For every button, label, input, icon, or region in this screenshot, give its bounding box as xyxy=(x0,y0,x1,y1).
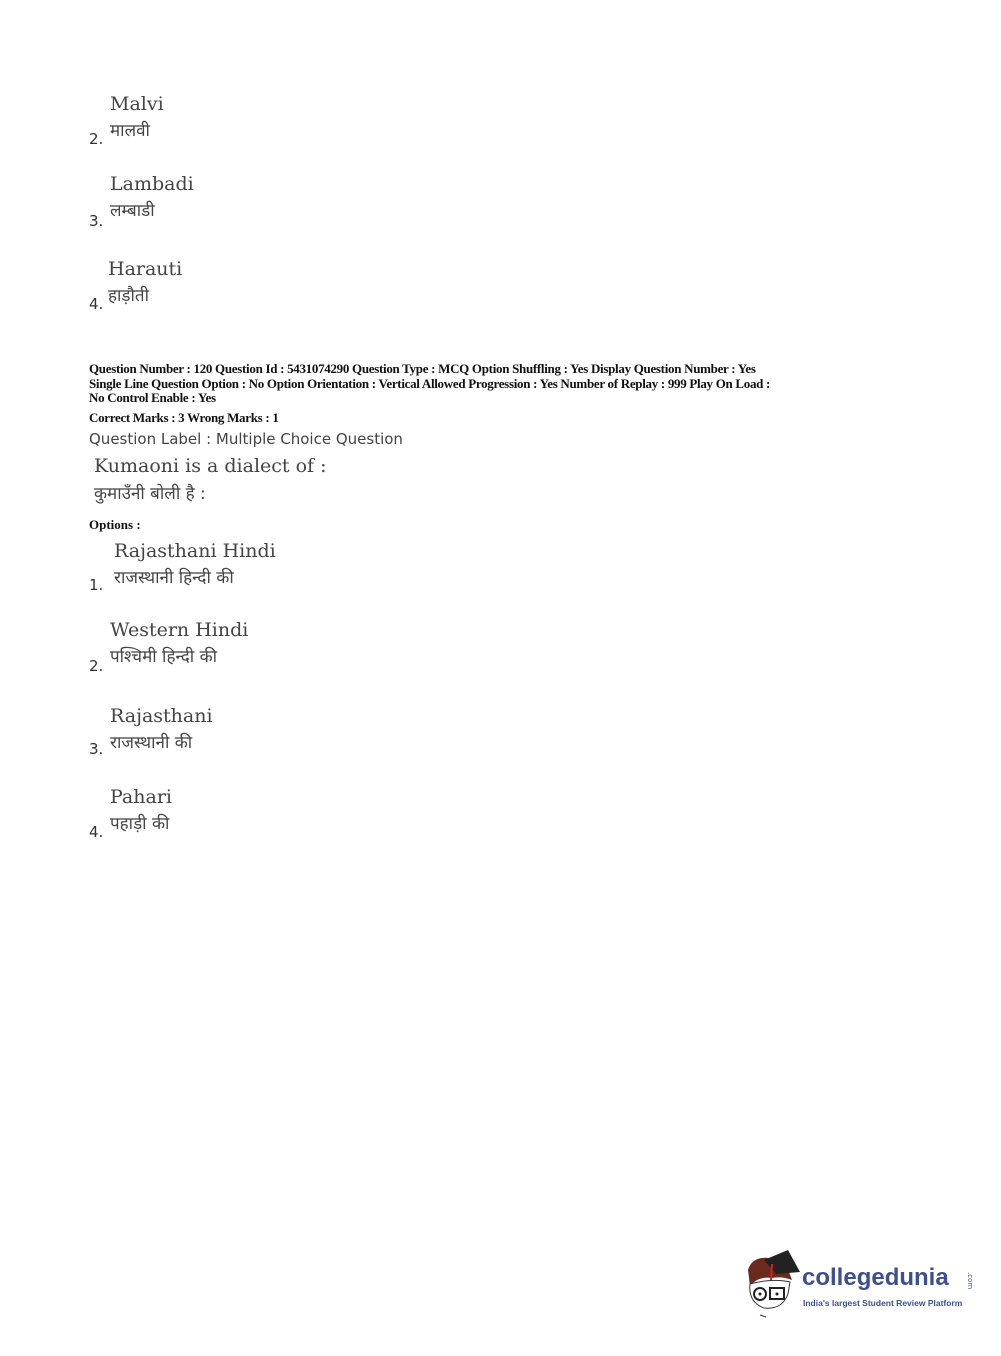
meta-line-1: Question Number : 120 Question Id : 5431074290 Question Type : MCQ Option Shuffling : Yes Display Question Number : Yes xyxy=(89,361,756,376)
option-number: 4. xyxy=(89,295,104,313)
option-text-en: Lambadi xyxy=(110,173,194,195)
option-text-en: Pahari xyxy=(110,786,172,808)
collegedunia-logo xyxy=(742,1250,972,1320)
option-text-en: Malvi xyxy=(110,93,164,115)
option-number: 4. xyxy=(89,823,104,841)
logo-tagline: India's largest Student Review Platform xyxy=(803,1298,963,1308)
option-number: 3. xyxy=(89,212,104,230)
option-number: 1. xyxy=(89,576,104,594)
options-heading: Options : xyxy=(89,517,141,532)
option-number: 3. xyxy=(89,740,104,758)
logo-brand-text: collegedunia xyxy=(802,1264,949,1291)
option-number: 2. xyxy=(89,130,104,148)
question-meta xyxy=(89,362,770,406)
option-text-hi: हाड़ौती xyxy=(108,286,150,306)
question-label: Question Label : Multiple Choice Question xyxy=(89,430,403,448)
option-text-hi: पहाड़ी की xyxy=(110,814,170,834)
question-text-hi: कुमाउँनी बोली है : xyxy=(94,484,206,504)
option-number: 2. xyxy=(89,657,104,675)
logo-suffix: .com xyxy=(966,1272,974,1290)
option-text-en: Harauti xyxy=(108,258,183,280)
option-text-en: Rajasthani Hindi xyxy=(114,540,276,562)
question-marks: Correct Marks : 3 Wrong Marks : 1 xyxy=(89,410,279,425)
question-text-en: Kumaoni is a dialect of : xyxy=(94,455,327,477)
option-text-en: Rajasthani xyxy=(110,705,213,727)
meta-line-2: Single Line Question Option : No Option Orientation : Vertical Allowed Progression : Yes Number of Replay : 999 Play On Load : xyxy=(89,375,771,391)
option-text-en: Western Hindi xyxy=(110,619,249,641)
option-text-hi: राजस्थानी की xyxy=(110,733,193,753)
option-text-hi: मालवी xyxy=(110,121,150,141)
option-text-hi: राजस्थानी हिन्दी की xyxy=(114,568,234,588)
meta-line-3: No Control Enable : Yes xyxy=(89,390,216,405)
option-text-hi: लम्बाडी xyxy=(110,201,155,221)
option-text-hi: पश्चिमी हिन्दी की xyxy=(110,647,218,667)
mascot-icon xyxy=(742,1250,802,1320)
